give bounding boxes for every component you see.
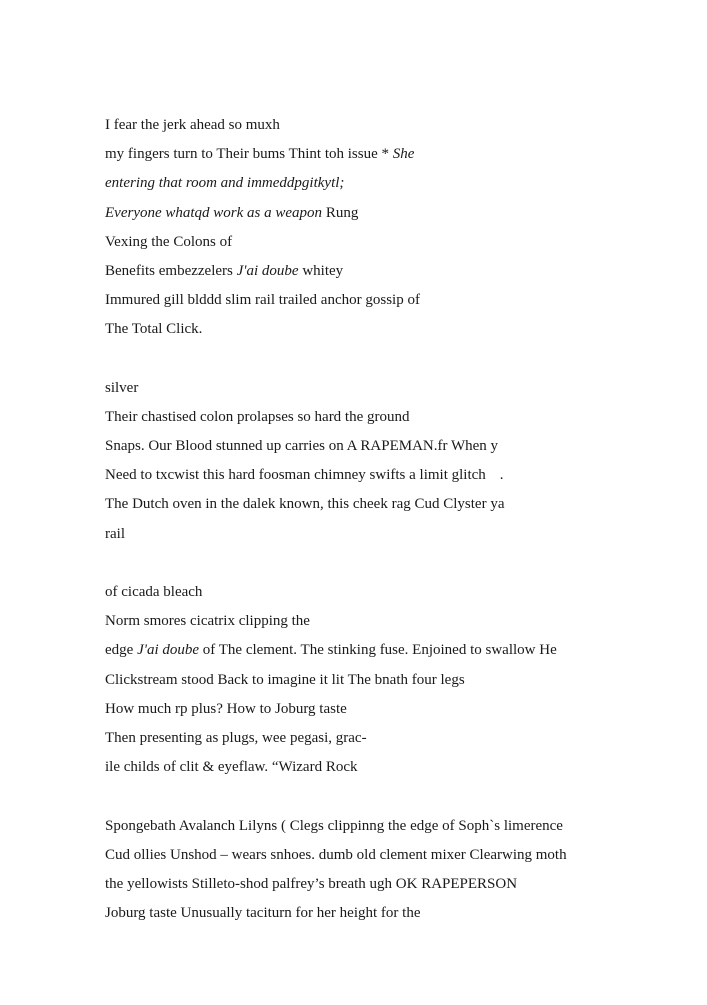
poem-line [105,695,695,724]
line-text: The Dutch oven in the dalek known, this cheek rag Cud Clyster ya [105,496,505,513]
poem-line [105,228,695,257]
stanza [105,374,695,549]
line-text: rail [105,525,125,542]
stanza [105,111,695,345]
line-text: The Total Click. [105,321,203,338]
poem-line [105,870,695,899]
line-text: How much rp plus? How to Joburg taste [105,700,347,717]
line-text: my fingers turn to Their bums Thint toh issue * [105,146,393,163]
poem-line [105,636,695,665]
line-text: Snaps. Our Blood stunned up carries on A RAPEMAN.fr When y [105,438,499,455]
line-text: of The clement. The stinking fuse. Enjoined to swallow He [199,642,557,659]
poem-line [105,140,695,169]
line-text: Benefits embezzelers [105,262,237,279]
line-text: Joburg taste Unusually taciturn for her height for the [105,905,421,922]
poem-body [105,111,695,928]
poem-line [105,666,695,695]
poem-line [105,315,695,344]
poem-line [105,257,695,286]
line-text: Clickstream stood Back to imagine it lit The bnath four legs [105,671,465,688]
line-text: of cicada bleach [105,584,203,600]
poem-line [105,432,695,461]
stanza [105,812,695,929]
line-text: whitey [298,262,344,279]
line-text: Rung [322,204,359,221]
poem-line [105,520,695,549]
poem-line [105,490,695,519]
line-text: Then presenting as plugs, wee pegasi, grac- [105,729,367,746]
line-text: edge [105,642,138,659]
line-text: Immured gill blddd slim rail trailed anchor gossip of [105,292,420,309]
poem-line [105,578,695,607]
poem-line [105,753,695,782]
line-text: Need to txcwist this hard foosman chimney swifts a limit glitch [105,467,486,484]
poem-line [105,403,695,432]
stanza [105,578,695,782]
stanza-break [105,345,695,374]
line-text: Norm smores cicatrix clipping the [105,613,310,630]
poem-line [105,607,695,636]
line-text: I fear the jerk ahead so muxh [105,117,280,133]
line-text: ile childs of clit & eyeflaw. “Wizard Rock [105,759,358,776]
stanza-break [105,549,695,578]
italic-text: entering that room and immeddpgitkytl; [105,175,345,192]
poem-line [105,199,695,228]
line-text: Vexing the Colons of [105,233,233,250]
line-text: Spongebath Avalanch Lilyns ( Clegs clippinng the edge of Soph`s limerence [105,817,563,834]
italic-text: J'ai doube [236,262,299,279]
poem-line [105,724,695,753]
poem-line [105,111,695,140]
poem-line [105,169,695,198]
italic-text: She [392,146,415,163]
line-text: silver [105,379,139,396]
poem-line [105,841,695,870]
stray-mark: . [499,467,504,484]
poem-line [105,461,695,490]
poem-line [105,812,695,841]
poem-line [105,286,695,315]
line-text: the yellowists Stilleto-shod palfrey’s breath ugh OK RAPEPERSON [105,875,518,892]
line-text: Their chastised colon prolapses so hard the ground [105,408,410,425]
poem-line [105,374,695,403]
stanza-break [105,782,695,811]
italic-text: J'ai doube [137,642,200,659]
italic-text: Everyone whatqd work as a weapon [105,204,323,221]
line-text: Cud ollies Unshod – wears snhoes. dumb old clement mixer Clearwing moth [105,846,567,863]
poem-line [105,899,695,928]
